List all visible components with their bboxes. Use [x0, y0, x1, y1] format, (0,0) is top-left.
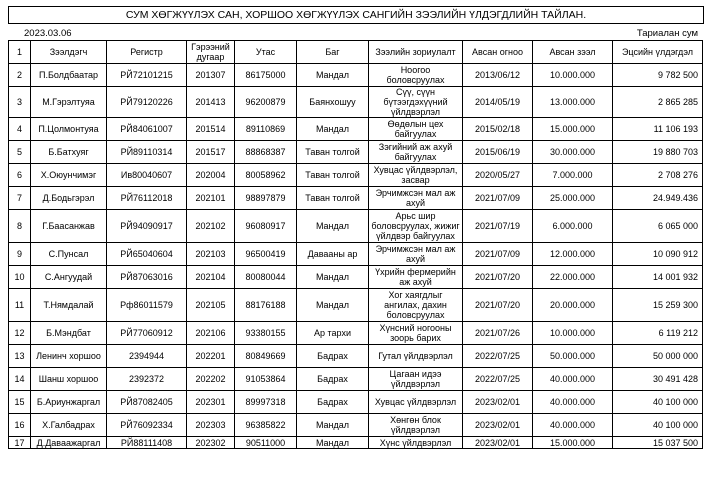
table-row: [9, 437, 703, 449]
row-number: 15: [9, 391, 31, 414]
remaining-balance: 40 100 000: [613, 391, 703, 414]
borrower-name: Шанш хоршоо: [31, 368, 107, 391]
contract-number: 201517: [187, 141, 235, 164]
loan-purpose: Хувцас үйлдвэрлэл: [369, 391, 463, 414]
bag-district: Ар тархи: [297, 322, 369, 345]
col-header: Зээлийн зориулалт: [369, 41, 463, 64]
bag-district: Мандал: [297, 414, 369, 437]
issue-date: 2022/07/25: [463, 368, 533, 391]
borrower-name: П.Болдбаатар: [31, 64, 107, 87]
report-date: 2023.03.06: [24, 28, 72, 39]
phone: 96200879: [235, 87, 297, 118]
table-header-row: [9, 41, 703, 64]
table-row: [9, 64, 703, 87]
loan-amount: 7.000.000: [533, 164, 613, 187]
table-body: [9, 64, 703, 449]
loan-purpose: Сүү, сүүн бүтээгдэхүүний үйлдвэрлэл: [369, 87, 463, 118]
remaining-balance: 24.949.436: [613, 187, 703, 210]
borrower-name: Б.Батхуяг: [31, 141, 107, 164]
contract-number: 202201: [187, 345, 235, 368]
issue-date: 2020/05/27: [463, 164, 533, 187]
contract-number: 202202: [187, 368, 235, 391]
table-row: [9, 322, 703, 345]
contract-number: 202103: [187, 243, 235, 266]
contract-number: 202104: [187, 266, 235, 289]
phone: 89110869: [235, 118, 297, 141]
issue-date: 2023/02/01: [463, 414, 533, 437]
borrower-name: Г.Баасанжав: [31, 210, 107, 243]
table-row: [9, 345, 703, 368]
row-number: 11: [9, 289, 31, 322]
loan-purpose: Хүнс үйлдвэрлэл: [369, 437, 463, 449]
issue-date: 2014/05/19: [463, 87, 533, 118]
register-id: РЙ94090917: [107, 210, 187, 243]
col-header: Зээлдэгч: [31, 41, 107, 64]
register-id: РЙ65040604: [107, 243, 187, 266]
contract-number: 202303: [187, 414, 235, 437]
contract-number: 201413: [187, 87, 235, 118]
remaining-balance: 30 491 428: [613, 368, 703, 391]
table-row: [9, 414, 703, 437]
contract-number: 202106: [187, 322, 235, 345]
remaining-balance: 6 065 000: [613, 210, 703, 243]
loan-amount: 6.000.000: [533, 210, 613, 243]
loan-purpose: Цагаан идээ үйлдвэрлэл: [369, 368, 463, 391]
phone: 96385822: [235, 414, 297, 437]
loan-amount: 40.000.000: [533, 368, 613, 391]
remaining-balance: 15 259 300: [613, 289, 703, 322]
register-id: РЙ87082405: [107, 391, 187, 414]
report-unit: Тариалан сум: [636, 28, 698, 39]
borrower-name: С.Пунсал: [31, 243, 107, 266]
col-header: Утас: [235, 41, 297, 64]
table-row: [9, 266, 703, 289]
remaining-balance: 2 708 276: [613, 164, 703, 187]
row-number: 2: [9, 64, 31, 87]
table-row: [9, 187, 703, 210]
col-header: Авсан огноо: [463, 41, 533, 64]
phone: 98897879: [235, 187, 297, 210]
register-id: РЙ84061007: [107, 118, 187, 141]
bag-district: Бадрах: [297, 391, 369, 414]
table-row: [9, 368, 703, 391]
loan-amount: 20.000.000: [533, 289, 613, 322]
report-title: СУМ ХӨГЖҮҮЛЭХ САН, ХОРШОО ХӨГЖҮҮЛЭХ САНГИЙН ЗЭЭЛИЙН ҮЛДЭГДЛИЙН ТАЙЛАН.: [8, 6, 704, 24]
issue-date: 2021/07/09: [463, 187, 533, 210]
col-header: Авсан зээл: [533, 41, 613, 64]
register-id: РЙ79120226: [107, 87, 187, 118]
contract-number: 202302: [187, 437, 235, 449]
issue-date: 2021/07/26: [463, 322, 533, 345]
borrower-name: Х.Оюунчимэг: [31, 164, 107, 187]
borrower-name: Ленинч хоршоо: [31, 345, 107, 368]
loan-purpose: Эрчимжсэн мал аж ахуй: [369, 243, 463, 266]
loan-amount: 50.000.000: [533, 345, 613, 368]
remaining-balance: 11 106 193: [613, 118, 703, 141]
row-number: 7: [9, 187, 31, 210]
contract-number: 202102: [187, 210, 235, 243]
register-id: Ив80040607: [107, 164, 187, 187]
loan-purpose: Ноогоо боловсруулах: [369, 64, 463, 87]
contract-number: 202301: [187, 391, 235, 414]
col-header: 1: [9, 41, 31, 64]
remaining-balance: 6 119 212: [613, 322, 703, 345]
bag-district: Таван толгой: [297, 164, 369, 187]
loan-purpose: Үхрийн фермерийн аж ахуй: [369, 266, 463, 289]
phone: 80080044: [235, 266, 297, 289]
register-id: РЙ89110314: [107, 141, 187, 164]
remaining-balance: 10 090 912: [613, 243, 703, 266]
issue-date: 2021/07/20: [463, 289, 533, 322]
table-row: [9, 243, 703, 266]
bag-district: Мандал: [297, 64, 369, 87]
register-id: РЙ88111408: [107, 437, 187, 449]
row-number: 3: [9, 87, 31, 118]
col-header: Эцсийн үлдэгдэл: [613, 41, 703, 64]
table-row: [9, 210, 703, 243]
loan-purpose: Арьс шир боловсруулах, жижиг үйлдвэр байгуулах: [369, 210, 463, 243]
loan-purpose: Хөнгөн блок үйлдвэрлэл: [369, 414, 463, 437]
table-row: [9, 141, 703, 164]
loan-purpose: Гутал үйлдвэрлэл: [369, 345, 463, 368]
borrower-name: Б.Ариунжаргал: [31, 391, 107, 414]
register-id: РЙ87063016: [107, 266, 187, 289]
bag-district: Бадрах: [297, 345, 369, 368]
bag-district: Мандал: [297, 118, 369, 141]
loan-purpose: Хувцас үйлдвэрлэл, засвар: [369, 164, 463, 187]
bag-district: Бадрах: [297, 368, 369, 391]
loan-purpose: Өөдөлын цех байгуулах: [369, 118, 463, 141]
contract-number: 201307: [187, 64, 235, 87]
issue-date: 2023/02/01: [463, 391, 533, 414]
col-header: Регистр: [107, 41, 187, 64]
row-number: 16: [9, 414, 31, 437]
borrower-name: Т.Нямдалай: [31, 289, 107, 322]
issue-date: 2023/02/01: [463, 437, 533, 449]
register-id: РЙ76112018: [107, 187, 187, 210]
issue-date: 2021/07/09: [463, 243, 533, 266]
issue-date: 2021/07/19: [463, 210, 533, 243]
phone: 90511000: [235, 437, 297, 449]
loan-amount: 30.000.000: [533, 141, 613, 164]
loan-purpose: Хүнсний ногооны зоорь барих: [369, 322, 463, 345]
row-number: 4: [9, 118, 31, 141]
phone: 93380155: [235, 322, 297, 345]
phone: 88868387: [235, 141, 297, 164]
phone: 80058962: [235, 164, 297, 187]
table-row: [9, 164, 703, 187]
loan-purpose: Зэгийний аж ахуй байгуулах: [369, 141, 463, 164]
borrower-name: Д.Даваажаргал: [31, 437, 107, 449]
phone: 88176188: [235, 289, 297, 322]
borrower-name: Б.Мэндбат: [31, 322, 107, 345]
col-header: Гэрээний дугаар: [187, 41, 235, 64]
report-meta: [8, 28, 702, 39]
loan-amount: 40.000.000: [533, 391, 613, 414]
register-id: 2394944: [107, 345, 187, 368]
phone: 86175000: [235, 64, 297, 87]
borrower-name: М.Гэрэлтуяа: [31, 87, 107, 118]
bag-district: Баянхошуу: [297, 87, 369, 118]
borrower-name: С.Ангуудай: [31, 266, 107, 289]
issue-date: 2022/07/25: [463, 345, 533, 368]
loan-purpose: Эрчимжсэн мал аж ахуй: [369, 187, 463, 210]
bag-district: Мандал: [297, 210, 369, 243]
table-row: [9, 289, 703, 322]
bag-district: Таван толгой: [297, 141, 369, 164]
loan-amount: 15.000.000: [533, 118, 613, 141]
table-row: [9, 87, 703, 118]
row-number: 6: [9, 164, 31, 187]
row-number: 10: [9, 266, 31, 289]
row-number: 17: [9, 437, 31, 449]
borrower-name: П.Цолмонтуяа: [31, 118, 107, 141]
phone: 96500419: [235, 243, 297, 266]
remaining-balance: 14 001 932: [613, 266, 703, 289]
loan-amount: 22.000.000: [533, 266, 613, 289]
row-number: 9: [9, 243, 31, 266]
register-id: Рф86011579: [107, 289, 187, 322]
issue-date: 2021/07/20: [463, 266, 533, 289]
row-number: 5: [9, 141, 31, 164]
borrower-name: Д.Бодьгэрэл: [31, 187, 107, 210]
table-row: [9, 118, 703, 141]
contract-number: 202105: [187, 289, 235, 322]
table-row: [9, 391, 703, 414]
loan-amount: 10.000.000: [533, 64, 613, 87]
contract-number: 202004: [187, 164, 235, 187]
remaining-balance: 50 000 000: [613, 345, 703, 368]
col-header: Баг: [297, 41, 369, 64]
bag-district: Мандал: [297, 289, 369, 322]
phone: 80849669: [235, 345, 297, 368]
loan-amount: 13.000.000: [533, 87, 613, 118]
loan-purpose: Хог хаягдлыг ангилах, дахин боловсруулах: [369, 289, 463, 322]
row-number: 12: [9, 322, 31, 345]
row-number: 14: [9, 368, 31, 391]
register-id: РЙ77060912: [107, 322, 187, 345]
bag-district: Мандал: [297, 266, 369, 289]
issue-date: 2015/06/19: [463, 141, 533, 164]
contract-number: 202101: [187, 187, 235, 210]
register-id: 2392372: [107, 368, 187, 391]
remaining-balance: 9 782 500: [613, 64, 703, 87]
issue-date: 2015/02/18: [463, 118, 533, 141]
remaining-balance: 40 100 000: [613, 414, 703, 437]
bag-district: Таван толгой: [297, 187, 369, 210]
loan-amount: 15.000.000: [533, 437, 613, 449]
loan-amount: 25.000.000: [533, 187, 613, 210]
phone: 91053864: [235, 368, 297, 391]
borrower-name: Х.Галбадрах: [31, 414, 107, 437]
phone: 96080917: [235, 210, 297, 243]
row-number: 8: [9, 210, 31, 243]
loan-balance-table: [8, 40, 703, 449]
row-number: 13: [9, 345, 31, 368]
loan-amount: 12.000.000: [533, 243, 613, 266]
remaining-balance: 2 865 285: [613, 87, 703, 118]
issue-date: 2013/06/12: [463, 64, 533, 87]
bag-district: Мандал: [297, 437, 369, 449]
phone: 89997318: [235, 391, 297, 414]
register-id: РЙ72101215: [107, 64, 187, 87]
remaining-balance: 19 880 703: [613, 141, 703, 164]
register-id: РЙ76092334: [107, 414, 187, 437]
bag-district: Давааны ар: [297, 243, 369, 266]
remaining-balance: 15 037 500: [613, 437, 703, 449]
contract-number: 201514: [187, 118, 235, 141]
loan-amount: 10.000.000: [533, 322, 613, 345]
loan-amount: 40.000.000: [533, 414, 613, 437]
